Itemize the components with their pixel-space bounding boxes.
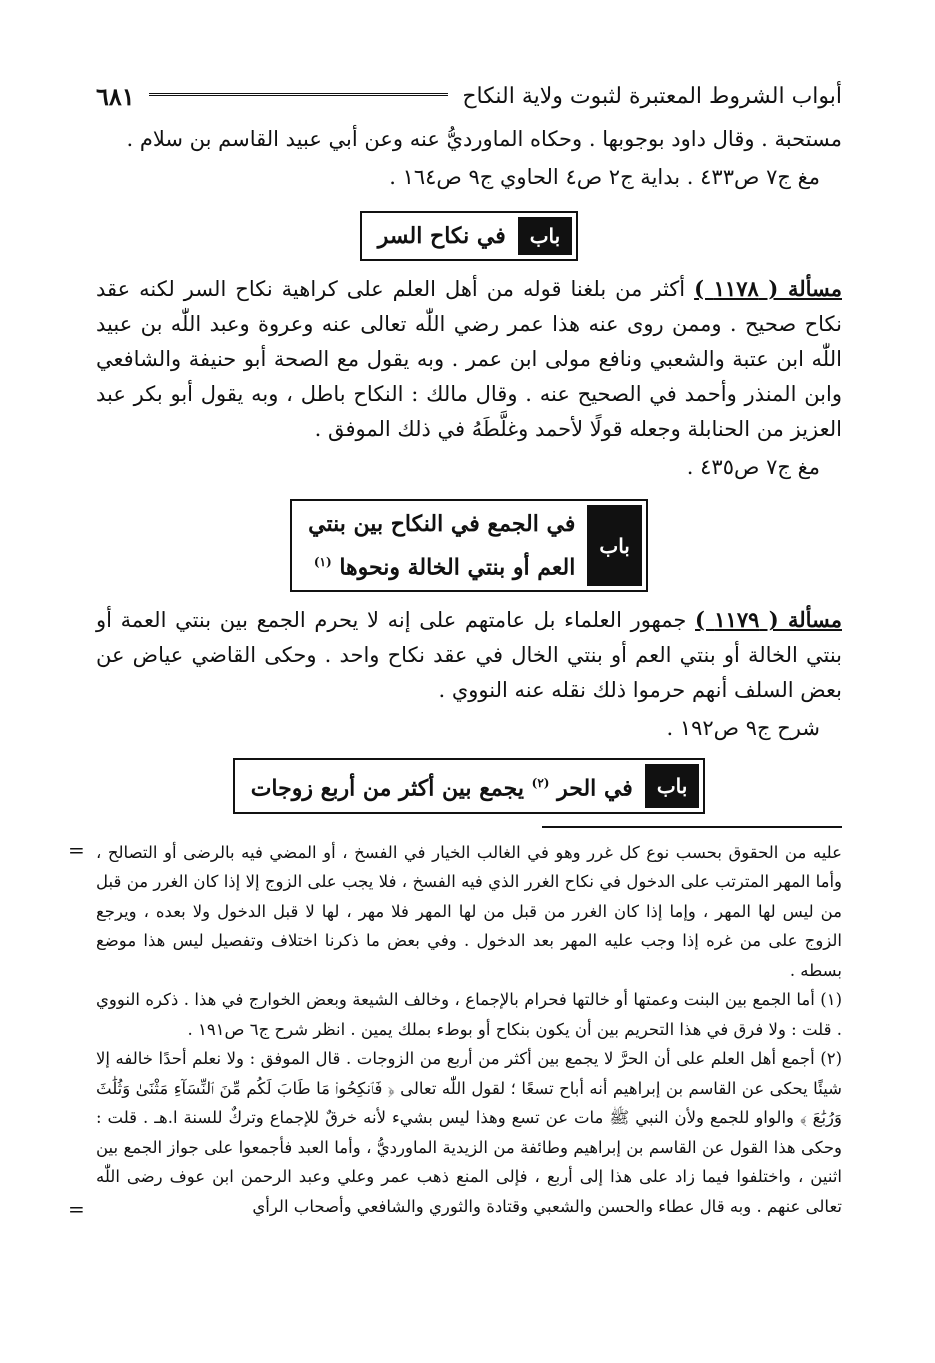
footnote: (٢) أجمع أهل العلم على أن الحرَّ لا يجمع بين أكثر من أربع من الزوجات . قال الموفق : ولا نعلم أحدًا خالفه إلا شيئًا يحكى عن القاسم بن إبراهيم أنه أباح تسعًا ؛ لقول اللّٰه تعالى ﴿ فَٱنكِحُوا۟ مَا طَابَ لَكُم مِّنَ ٱلنِّسَآءِ مَثْنَىٰ وَثُلَٰثَ وَرُبَٰعَ ﴾ والواو للجمع ولأن النبي ﷺ مات عن تسع وهذا ليس بشيء لأنه خرقٌ للإجماع وتركٌ للسنة ا.هـ . قلت : وحكى هذا القول عن القاسم بن إبراهيم وطائفة من الزيدية الماورديُّ ، وأما العبد فأجمعوا على جواز الجمع بين اثنين ، واختلفوا فيما زاد على هذا إلى أربع ، فإلى المنع ذهب عمر وعلي وعبد الرحمن ابن عوف رضى اللّٰه تعالى عنهم . وبه قال عطاء والحسن والشعبي وقتادة والثوري والشافعي وأصحاب الرأي xyxy=(96,1049,842,1216)
chapter-heading-box xyxy=(290,499,648,592)
reference-line: شرح ج٩ ص١٩٢ . xyxy=(666,716,820,741)
chapter-heading-wrap xyxy=(96,758,842,813)
footnote-separator xyxy=(542,826,842,828)
footnote-marker: (٢) xyxy=(531,776,550,791)
issue-text: جمهور العلماء بل عامتهم على إنه لا يحرم الجمع بين بنتي العمة أو بنتي الخالة أو بنتي العم أو بنتي الخال في عقد نكاح واحد . وحكى القاضي عياض عن بعض السلف أنهم حرموا ذلك نقله عنه النووي . xyxy=(96,608,842,703)
chapter-title-text: في الحر xyxy=(557,775,633,802)
header-double-rule xyxy=(149,93,449,99)
chapter-label: باب xyxy=(645,764,700,807)
issue-number: مسألة ( ١١٧٨ ) xyxy=(694,276,842,301)
paragraph-continuation: مستحبة . وقال داود بوجوبها . وحكاه الماورديُّ عنه وعن أبي عبيد القاسم بن سلام . xyxy=(126,127,842,151)
chapter-label: باب xyxy=(587,505,642,586)
issue-number: مسألة ( ١١٧٩ ) xyxy=(695,607,842,633)
document-page xyxy=(68,70,842,1222)
footnote: (١) أما الجمع بين البنت وعمتها أو خالتها فحرام بالإجماع ، وخالف الشيعة وبعض الخوارج في هذا . ذكره النووي . قلت : ولا فرق في هذا التحريم بين أن يكون بنكاح أو بوطء بملك يمين . انظر شرح ج٦ ص١٩١ . xyxy=(96,990,842,1039)
chapter-title-line: في الجمع في النكاح بين بنتي xyxy=(308,511,576,537)
footnote-marker: (١) xyxy=(313,555,332,569)
chapter-title-line xyxy=(308,543,575,586)
chapter-heading-wrap xyxy=(96,211,842,261)
continuation-mark: = xyxy=(68,837,85,862)
chapter-title xyxy=(239,764,645,807)
page-header xyxy=(96,70,842,122)
chapter-heading-wrap xyxy=(96,499,842,592)
issue-paragraph xyxy=(96,271,842,447)
continuation-mark: = xyxy=(68,1197,85,1222)
chapter-heading-box xyxy=(360,211,578,261)
chapter-title: في نكاح السر xyxy=(377,223,506,249)
chapter-title-text: العم أو بنتي الخالة ونحوها xyxy=(339,554,576,581)
issue-paragraph xyxy=(96,602,842,708)
page-number: ٦٨١ xyxy=(96,81,135,111)
reference-line: مغ ج٧ ص٤٣٥ . xyxy=(686,455,820,479)
chapter-title xyxy=(296,505,587,586)
chapter-title-text: يجمع بين أكثر من أربع زوجات xyxy=(250,775,532,802)
footnote: عليه من الحقوق بحسب نوع كل غرر وهو في الغالب الخيار في الفسخ ، أو المضي فيه بالرضى أو التصالح ، وأما المهر المترتب على الدخول في نكاح الغرر الذي فيه الفسخ ، فلا يجب على الزوج إلا إذا كان الغرر من قبل من ليس لها المهر ، وإما إذا كان الغرر من قبل من لها المهر فلا مهر ، لها لا قبل الدخول ولا بعده ، ويرجع الزوج على من غره إذا وجب عليه المهر بعد الدخول . وفي بعض ما ذكرنا اختلاف وتفصيل ليس هذا موضع بسطه . xyxy=(96,842,842,980)
running-title: أبواب الشروط المعتبرة لثبوت ولاية النكاح xyxy=(462,83,842,109)
chapter-label: باب xyxy=(518,217,573,255)
footnotes xyxy=(68,837,842,1222)
issue-text: أكثر من بلغنا قوله من أهل العلم على كراهية نكاح السر لكنه عقد نكاح صحيح . وممن روى عنه هذا عمر رضي اللّٰه تعالى عنه وعروة وعبد اللّٰه بن عبيد اللّٰه ابن عتبة والشعبي ونافع مولى ابن عمر . وبه يقول مع الصحة أبو حنيفة والشافعي وابن المنذر وأحمد في الصحيح عنه . وقال مالك : النكاح باطل ، وبه يقول أبو بكر عبد العزيز من الحنابلة وجعله قولًا لأحمد وغلَّطَهُ في ذلك الموفق . xyxy=(96,277,842,441)
chapter-heading-box xyxy=(233,758,706,813)
reference-line: مغ ج٧ ص٤٣٣ . بداية ج٢ ص٤ الحاوي ج٩ ص١٦٤ . xyxy=(389,165,820,189)
